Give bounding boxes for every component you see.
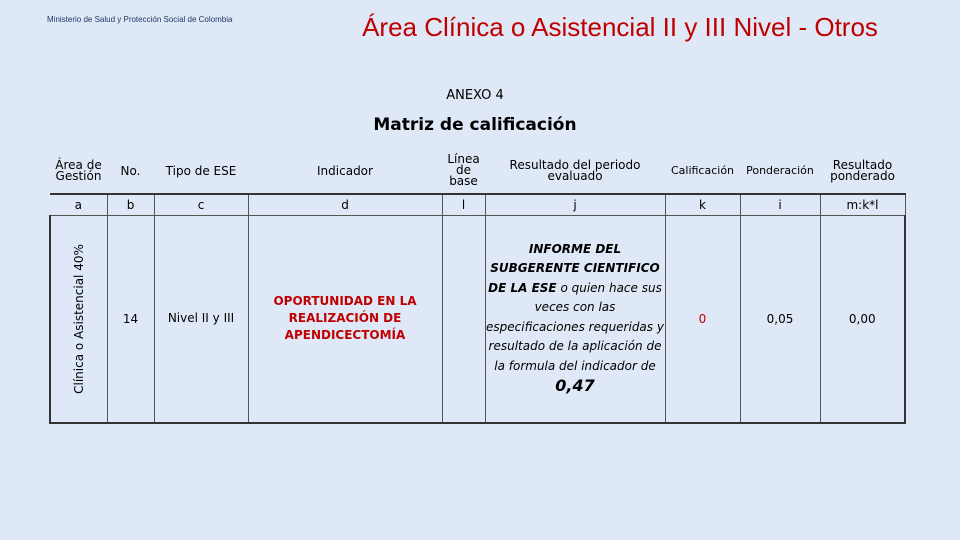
annex-label: ANEXO 4 [446,88,504,103]
letter-ponderacion: i [740,194,820,216]
area-cell [50,216,107,423]
row-ponderacion: 0,05 [740,216,820,423]
letter-indicador: d [248,194,442,216]
row-number: 14 [107,216,154,423]
letter-resultado: j [485,194,665,216]
col-header-calificacion: Calificación [670,164,735,177]
letters-row [50,194,905,216]
col-header-area: Área de Gestión [55,157,102,183]
resultado-text: o quien hace sus veces con las especificaciones requeridas y resultado de la aplicación de la formula del indicador de [486,280,664,373]
page-title: Área Clínica o Asistencial II y III Nivel - Otros [362,12,878,42]
resultado-source: INFORME DEL SUBGERENTE CIENTIFICO DE LA ESE [488,241,660,295]
row-tipo: Nivel II y III [154,216,248,423]
letter-area: a [50,194,107,216]
col-header-tipo: Tipo de ESE [165,163,237,178]
col-header-no: No. [120,163,141,178]
row-resultado [485,216,665,423]
letter-calificacion: k [665,194,740,216]
row-linea [442,216,485,423]
row-calificacion: 0 [665,216,740,423]
table-row [50,216,905,423]
letter-linea: l [442,194,485,216]
letter-no: b [107,194,154,216]
ministry-label: Ministerio de Salud y Protección Social de Colombia [47,15,233,24]
qualification-matrix [49,148,906,424]
matrix-title: Matriz de calificación [373,115,577,135]
header-row [50,148,905,194]
col-header-linea: Línea de base [447,152,480,188]
letter-tipo: c [154,194,248,216]
area-vertical-label: Clínica o Asistencial 40% [71,243,86,394]
col-header-resultado: Resultado del periodo evaluado [509,157,641,183]
row-indicador: OPORTUNIDAD EN LA REALIZACIÓN DE APENDICECTOMÍA [248,216,442,423]
row-ponderado: 0,00 [820,216,905,423]
letter-ponderado: m:k*l [820,194,905,216]
col-header-ponderacion: Ponderación [746,164,814,177]
col-header-indicador: Indicador [317,163,373,178]
col-header-ponderado: Resultado ponderado [830,157,895,183]
resultado-value: 0,47 [555,376,595,396]
